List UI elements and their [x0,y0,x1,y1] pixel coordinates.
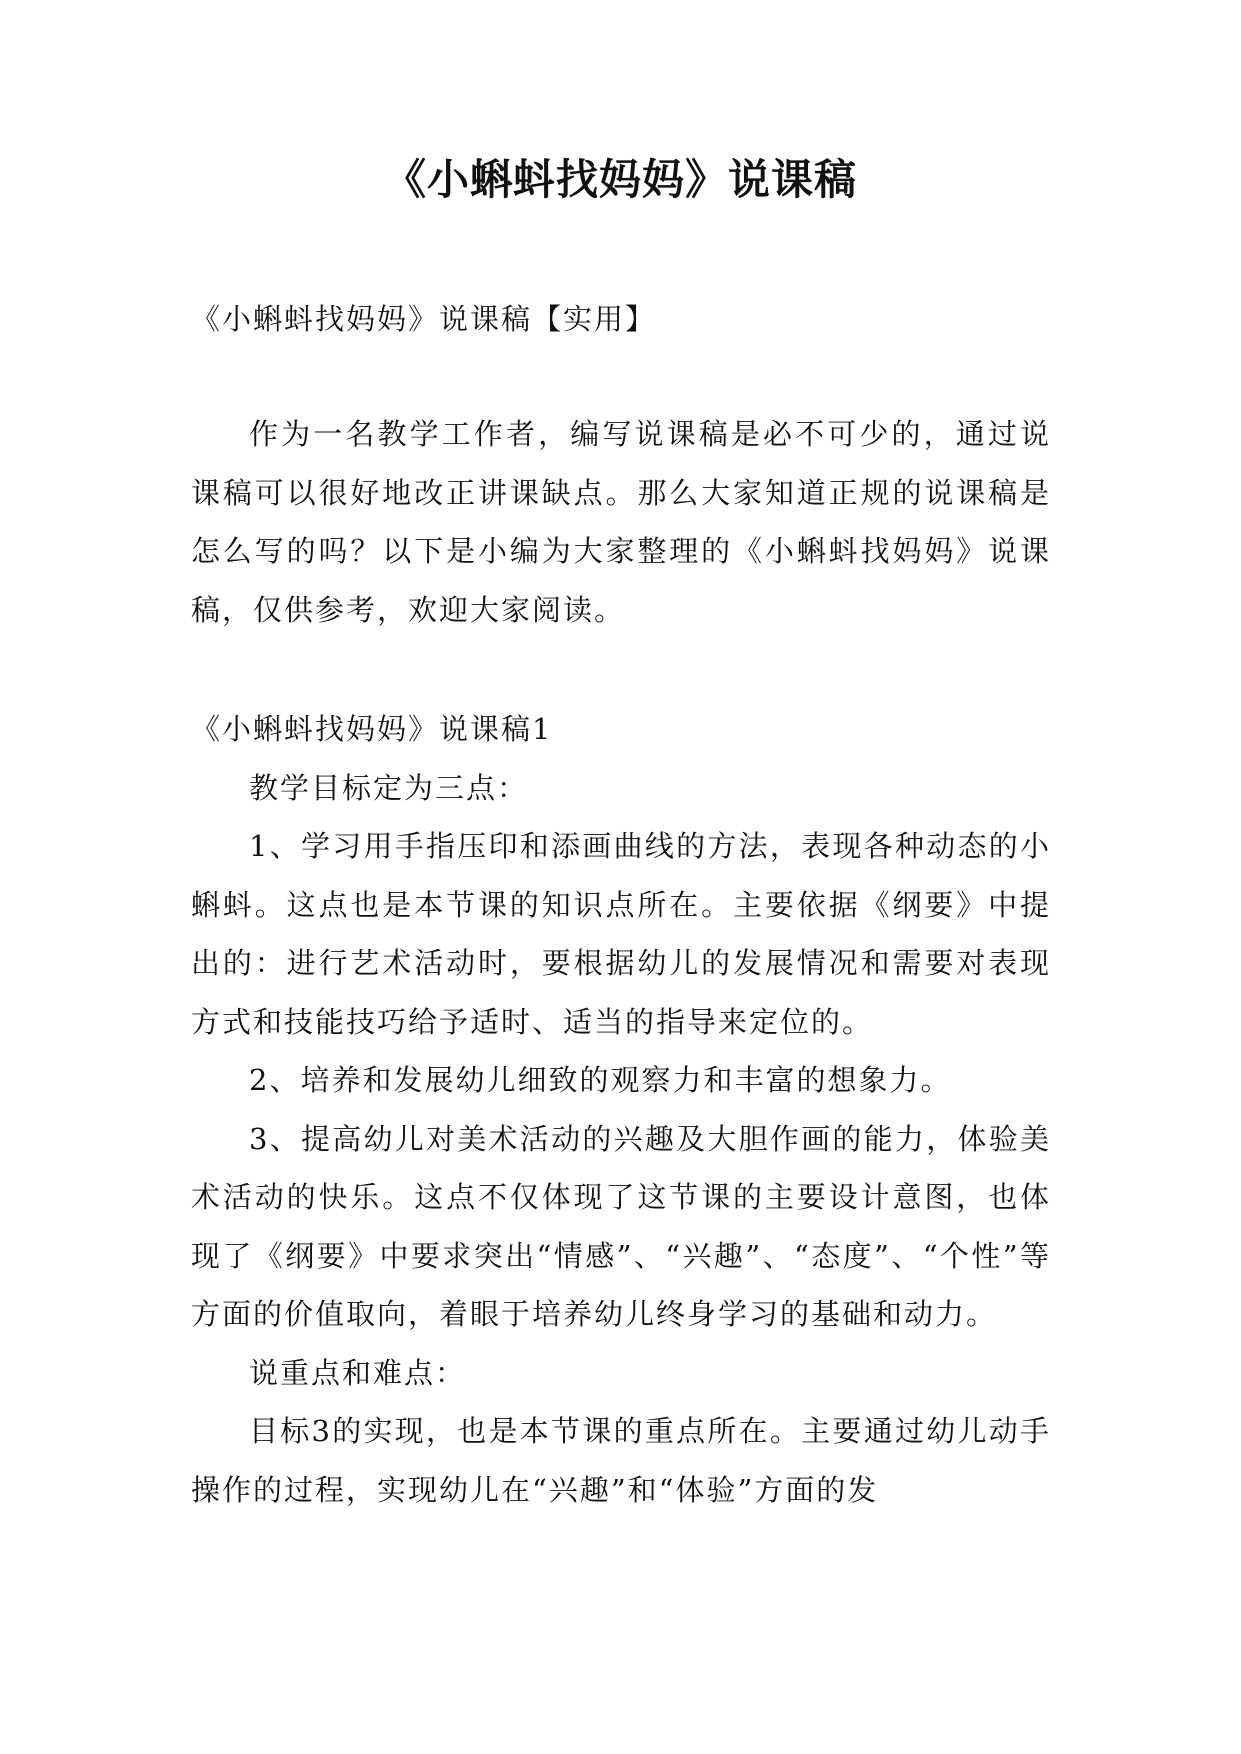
intro-paragraph: 作为一名教学工作者，编写说课稿是必不可少的，通过说课稿可以很好地改正讲课缺点。那么大家知道正规的说课稿是怎么写的吗？以下是小编为大家整理的《小蝌蚪找妈妈》说课稿，仅供参考，欢迎大家阅读。 [191,417,1051,627]
document-title: 《小蝌蚪找妈妈》说课稿 [383,155,857,204]
body-paragraph: 3、提高幼儿对美术活动的兴趣及大胆作画的能力，体验美术活动的快乐。这点不仅体现了这节课的主要设计意图，也体现了《纲要》中要求突出“情感”、“兴趣”、“态度”、“个性”等方面的价值取向，着眼于培养幼儿终身学习的基础和动力。 [191,1121,1051,1331]
body-paragraph: 目标3的实现，也是本节课的重点所在。主要通过幼儿动手操作的过程，实现幼儿在“兴趣”和“体验”方面的发 [191,1414,1051,1507]
section-1 [191,700,1051,1519]
section-heading: 《小蝌蚪找妈妈》说课稿1 [191,712,553,746]
body-paragraph: 说重点和难点： [249,1355,467,1390]
body-paragraph: 1、学习用手指压印和添画曲线的方法，表现各种动态的小蝌蚪。这点也是本节课的知识点所在。主要依据《纲要》中提出的：进行艺术活动时，要根据幼儿的发展情况和需要对表现方式和技能技巧给予适时、适当的指导来定位的。 [191,829,1051,1039]
body-paragraph: 2、培养和发展幼儿细致的观察力和丰富的想象力。 [249,1063,952,1097]
document-subtitle: 《小蝌蚪找妈妈》说课稿【实用】 [191,302,657,336]
body-paragraph: 教学目标定为三点： [249,770,529,805]
